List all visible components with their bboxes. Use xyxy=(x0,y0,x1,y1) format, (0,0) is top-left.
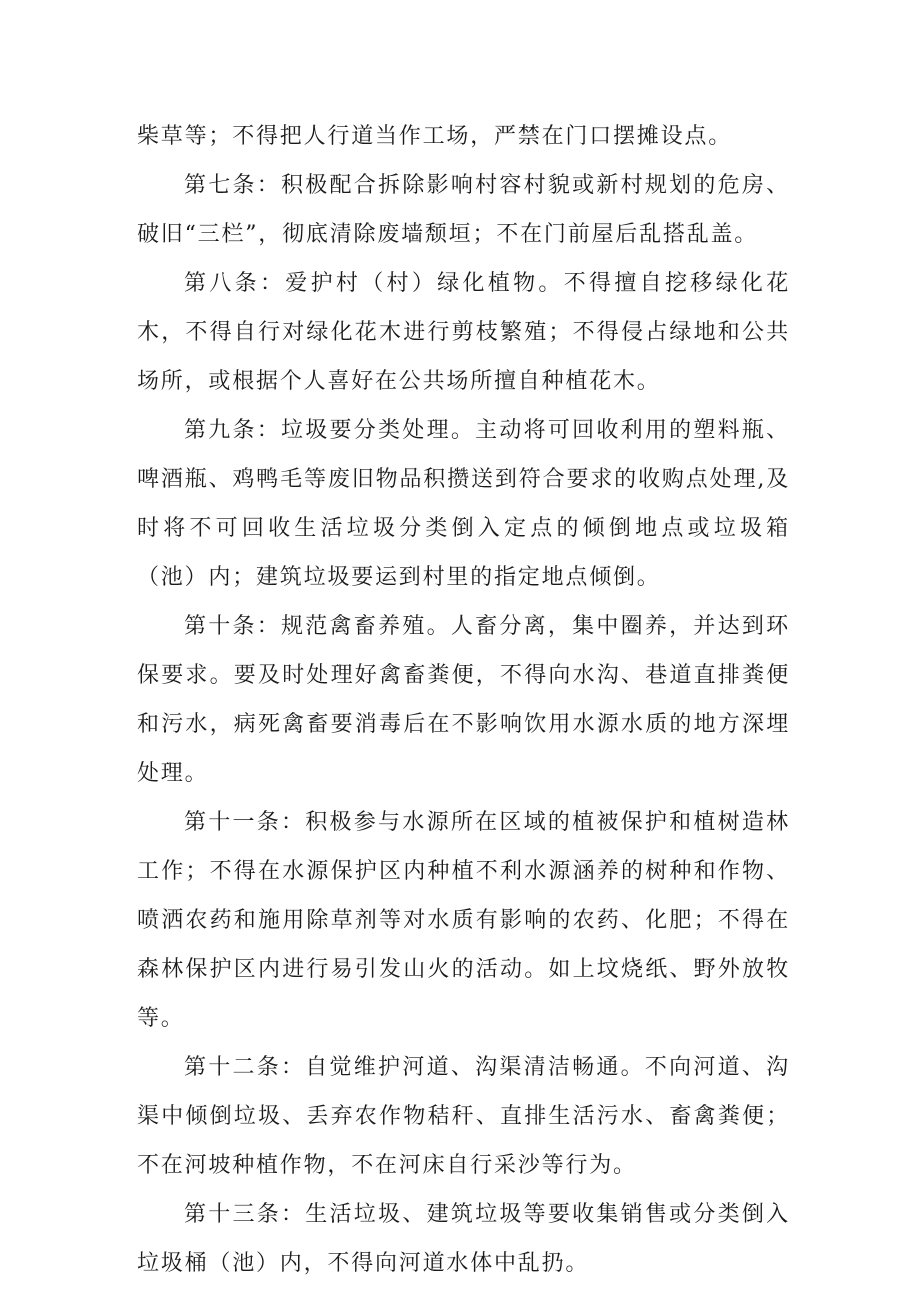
article-11-paragraph: 第十一条：积极参与水源所在区域的植被保护和植树造林工作；不得在水源保护区内种植不利水源涵养的树种和作物、喷洒农药和施用除草剂等对水质有影响的农药、化肥；不得在森林保护区内进行易引发山火的活动。如上坟烧纸、野外放牧等。 xyxy=(137,810,790,1031)
paragraph-continuation: 柴草等；不得把人行道当作工场，严禁在门口摆摊设点。 xyxy=(137,124,733,149)
article-10-paragraph: 第十条：规范禽畜养殖。人畜分离，集中圈养，并达到环保要求。要及时处理好禽畜粪便，不得向水沟、巷道直排粪便和污水，病死禽畜要消毒后在不影响饮用水源水质的地方深埋处理。 xyxy=(137,614,790,786)
article-12-paragraph: 第十二条：自觉维护河道、沟渠清洁畅通。不向河道、沟渠中倾倒垃圾、丢弃农作物秸秆、直排生活污水、畜禽粪便；不在河坡种植作物，不在河床自行采沙等行为。 xyxy=(137,1055,790,1178)
article-9-paragraph: 第九条：垃圾要分类处理。主动将可回收利用的塑料瓶、啤酒瓶、鸡鸭毛等废旧物品积攒送到符合要求的收购点处理,及时将不可回收生活垃圾分类倒入定点的倾倒地点或垃圾箱（池）内；建筑垃圾要运到村里的指定地点倾倒。 xyxy=(137,418,790,590)
article-8-paragraph: 第八条：爱护村（村）绿化植物。不得擅自挖移绿化花木，不得自行对绿化花木进行剪枝繁殖；不得侵占绿地和公共场所，或根据个人喜好在公共场所擅自种植花木。 xyxy=(137,271,790,394)
document-body xyxy=(137,112,790,1288)
article-7-paragraph: 第七条：积极配合拆除影响村容村貌或新村规划的危房、破旧“三栏”，彻底清除废墙颓垣；不在门前屋后乱搭乱盖。 xyxy=(137,173,790,247)
article-13-paragraph: 第十三条：生活垃圾、建筑垃圾等要收集销售或分类倒入垃圾桶（池）内，不得向河道水体中乱扔。 xyxy=(137,1202,790,1276)
